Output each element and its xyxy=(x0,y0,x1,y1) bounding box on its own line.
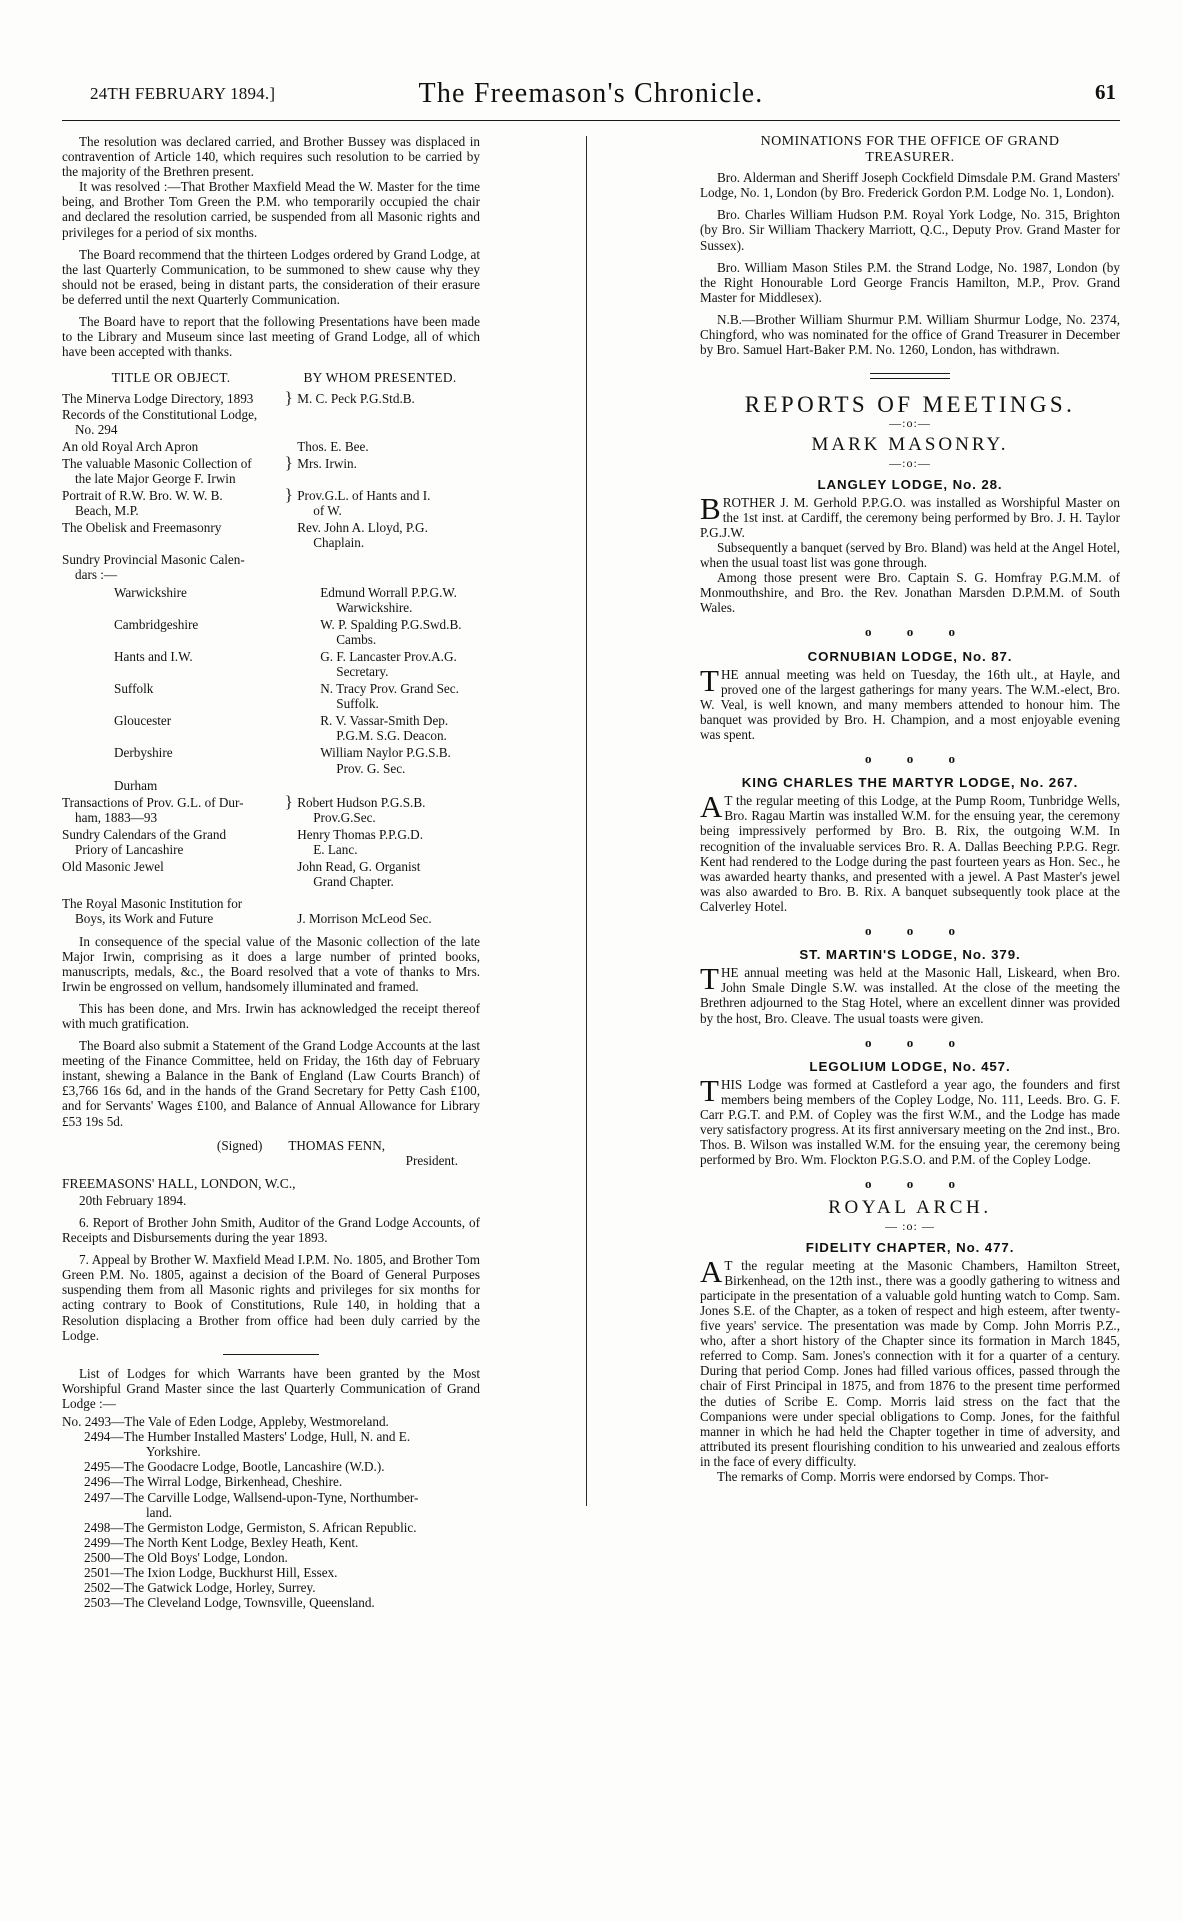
section-divider-rule xyxy=(223,1354,319,1355)
province-name: Gloucester xyxy=(114,713,172,729)
list-item: 2494—The Humber Installed Masters' Lodge, Hull, N. and E. xyxy=(84,1429,411,1445)
issue-date: 24TH FEBRUARY 1894.] xyxy=(90,84,276,103)
presentation-title: Sundry Calendars of the Grand Priory of Lancashire xyxy=(62,826,227,858)
list-item-continuation: Yorkshire. xyxy=(146,1444,201,1460)
list-item: 2498—The Germiston Lodge, Germiston, S. African Republic. xyxy=(84,1519,417,1535)
section-dots-divider: o o o xyxy=(865,923,971,939)
warrants-intro: List of Lodges for which Warrants have been granted by the Most Worshipful Grand Master since the last Quarterly Communication of Grand Lodge :— xyxy=(62,1365,480,1411)
presenter-name: W. P. Spalding P.G.Swd.B. Cambs. xyxy=(320,616,462,647)
province-name: Durham xyxy=(114,777,158,793)
province-name: Warwickshire xyxy=(114,584,187,600)
nomination-entry: Bro. William Mason Stiles P.M. the Strand Lodge, No. 1987, London (by the Right Honourable Lord George Francis Hamilton, M.P., Prov. Grand Master for Middlesex). xyxy=(700,259,1120,305)
chapter-heading: FIDELITY CHAPTER, No. 477. xyxy=(805,1239,1015,1255)
list-item: 2497—The Carville Lodge, Wallsend-upon-Tyne, Northumber- xyxy=(84,1489,419,1505)
presentation-title: The Minerva Lodge Directory, 1893 Records of the Constitutional Lodge, No. 294 xyxy=(62,391,258,437)
table-row xyxy=(62,649,480,679)
lodge-heading: ST. MARTIN'S LODGE, No. 379. xyxy=(799,947,1021,963)
report-body: BROTHER J. M. Gerhold P.P.G.O. was installed as Worshipful Master on the 1st inst. at Cardiff, the ceremony being performed by Bro. J. H. Taylor P.G.J.W. xyxy=(700,490,1120,540)
masthead-rule xyxy=(62,120,1120,121)
agenda-item: 6. Report of Brother John Smith, Auditor of the Grand Lodge Accounts, of Receipts and Disbursements during the year 1893. xyxy=(62,1215,480,1246)
signed-label: (Signed) xyxy=(216,1137,263,1153)
presenter-name: William Naylor P.G.S.B. Prov. G. Sec. xyxy=(320,745,451,776)
list-item: 2499—The North Kent Lodge, Bexley Heath, Kent. xyxy=(84,1534,359,1550)
presentation-title: The valuable Masonic Collection of the late Major George F. Irwin xyxy=(62,455,252,486)
presentation-title: An old Royal Arch Apron xyxy=(62,438,199,454)
paragraph: In consequence of the special value of the Masonic collection of the late Major Irwin, comprising as it does a large number of printed books, manuscripts, medals, &c., the Board resolved that a vote of thanks to Mrs. Irwin be engrossed on vellum, handsomely illuminated and framed. xyxy=(62,933,480,994)
brace-glyph: } xyxy=(284,791,293,811)
presenter-name: Mrs. Irwin. xyxy=(297,455,357,471)
section-dots-divider: o o o xyxy=(865,1034,971,1050)
presenter-name: N. Tracy Prov. Grand Sec. Suffolk. xyxy=(320,681,459,712)
list-item: 2500—The Old Boys' Lodge, London. xyxy=(84,1549,288,1565)
presenter-name: Prov.G.L. of Hants and I. of W. xyxy=(297,487,431,519)
presenter-name: Thos. E. Bee. xyxy=(297,438,369,454)
report-body: THE annual meeting was held at the Masonic Hall, Liskeard, when Bro. John Smale Dingle S.W. was installed. At the close of the meeting the Brethren adjourned to the Stag Hotel, where an excellent dinner was provided by the host, Bro. Cleave. The usual toasts were given. xyxy=(700,961,1120,1026)
list-item: 2501—The Ixion Lodge, Buckhurst Hill, Essex. xyxy=(84,1564,338,1580)
brace-glyph: } xyxy=(284,452,293,472)
province-name: Hants and I.W. xyxy=(114,648,193,664)
table-row xyxy=(62,439,480,454)
table-row xyxy=(62,745,480,775)
warrant-list xyxy=(62,1414,480,1610)
drop-cap: B xyxy=(700,490,721,526)
brace-glyph: } xyxy=(284,388,293,408)
presentation-title: The Obelisk and Freemasonry xyxy=(62,520,222,536)
signature-place: FREEMASONS' HALL, LONDON, W.C., xyxy=(62,1175,296,1191)
presenter-name: M. C. Peck P.G.Std.B. xyxy=(297,391,415,407)
signatory-name: THOMAS FENN, xyxy=(288,1137,386,1153)
ornament-divider: — :o: — xyxy=(885,1218,935,1233)
section-dots-divider: o o o xyxy=(865,1176,971,1192)
report-body: THE annual meeting was held on Tuesday, the 16th ult., at Hayle, and proved one of the largest gatherings for many years. The W.M.-elect, Bro. W. Veal, is well known, and many members attended to honour him. The banquet was provided by Bro. H. Champion, and a most enjoyable evening was spent. xyxy=(700,662,1120,742)
province-name: Suffolk xyxy=(114,681,154,697)
ornament-divider: —:o:— xyxy=(889,416,931,431)
paragraph: The Board have to report that the following Presentations have been made to the Library and Museum since last meeting of Grand Lodge, all of which have been accepted with thanks. xyxy=(62,314,480,360)
nomination-entry: Bro. Alderman and Sheriff Joseph Cockfield Dimsdale P.M. Grand Masters' Lodge, No. 1, London (by Bro. Frederick Gordon P.M. Lodge No. 1, London). xyxy=(700,170,1120,201)
lodge-heading: LANGLEY LODGE, No. 28. xyxy=(817,476,1003,492)
presenter-name: R. V. Vassar-Smith Dep. P.G.M. S.G. Deacon. xyxy=(320,713,449,744)
nomination-note: N.B.—Brother William Shurmur P.M. William Shurmur Lodge, No. 2374, Chingford, who was nominated for the office of Grand Treasurer in December by Bro. Samuel Hart-Baker P.M. No. 1260, London, has withdrawn. xyxy=(700,311,1120,358)
report-body: A T the regular meeting of this Lodge, at the Pump Room, Tunbridge Wells, Bro. Ragau Martin was installed W.M. for the ensuing year, the ceremony being impressively performed by Bro. B. Rix, the outgoing W.M. In recognition of the invaluable services Bro. R. A. Dallas Beeching P.P.G. Regr. Kent had rendered to the Lodge during the past fourteen years as Hon. Sec., he was awarded hearty thanks, and presented with a jewel. A Past Master's jewel was also awarded to Bro. B. Rix. A banquet subsequently took place at the Calverley Hotel. xyxy=(700,789,1120,914)
column-header-title: TITLE OR OBJECT. xyxy=(111,370,231,386)
province-name: Cambridgeshire xyxy=(114,616,199,632)
table-row xyxy=(62,585,480,615)
brace-glyph: } xyxy=(284,484,293,504)
paragraph: The Board recommend that the thirteen Lodges ordered by Grand Lodge, at the last Quarterly Communication, to be summoned to shew cause why they should not be erased, being in distant parts, the consideration of their erasure be deferred until the next Quarterly Communication. xyxy=(62,246,480,307)
page-number: 61 xyxy=(1095,80,1116,104)
presentation-title: Portrait of R.W. Bro. W. W. B. Beach, M.P. xyxy=(62,487,223,519)
lodge-heading: LEGOLIUM LODGE, No. 457. xyxy=(809,1058,1011,1074)
nominations-title-line2: TREASURER. xyxy=(865,150,955,166)
table-row xyxy=(62,791,480,825)
report-body: Among those present were Bro. Captain S. G. Homfray P.G.M.M. of Monmouthshire, and Bro. the Rev. Jonathan Marsden D.P.M.M. of South Wales. xyxy=(700,570,1120,616)
table-row xyxy=(62,520,480,550)
presentation-title: Transactions of Prov. G.L. of Dur- ham, 1883—93 xyxy=(62,794,244,825)
reports-of-meetings-heading: REPORTS OF MEETINGS. xyxy=(744,392,1076,418)
report-body: THIS Lodge was formed at Castleford a year ago, the founders and first members being members of the Copley Lodge, No. 111, Leeds. Bro. G. F. Carr P.G.T. and P.M. of Copley was the first W.M., and the Lodge has made very satisfactory progress. At its first anniversary meeting on the 2nd inst., Bro. Thos. B. Wilson was installed W.M. for the ensuing year, the ceremony being performed by Bro. Wm. Flockton P.G.S.O. and P.M. of the Copley Lodge. xyxy=(700,1072,1120,1168)
nominations-title-line1: NOMINATIONS FOR THE OFFICE OF GRAND xyxy=(760,134,1060,149)
agenda-item: 7. Appeal by Brother W. Maxfield Mead I.P.M. No. 1805, and Brother Tom Green P.M. No. 1805, against a decision of the Board of General Purposes suspending them from all Masonic rights and privileges for six months for acting contrary to Book of Constitutions, Rule 140, in holding that a Resolution displacing a Brother from office had been duly carried by the Lodge. xyxy=(62,1252,480,1343)
column-divider xyxy=(586,136,587,1506)
paragraph: The Board also submit a Statement of the Grand Lodge Accounts at the last meeting of the Finance Committee, held on Friday, the 16th day of February instant, shewing a Balance in the Bank of England (Law Courts Branch) of £3,766 16s 6d, and in the hands of the Grand Secretary for Petty Cash £100, and for Servants' Wages £100, and Balance of Annual Allowance for Library £53 19s 5d. xyxy=(62,1038,480,1129)
presenter-name: Rev. John A. Lloyd, P.G. Chaplain. xyxy=(297,520,428,551)
table-row xyxy=(62,681,480,711)
table-row xyxy=(62,452,480,486)
paragraph: It was resolved :—That Brother Maxfield Mead the W. Master for the time being, and Brother Tom Green the P.M. who temporarily occupied the chair and declared the resolution carried, be suspended from all Masonic rights and privileges for a period of six months. xyxy=(62,179,480,240)
double-rule-divider xyxy=(870,373,950,379)
list-item: 2502—The Gatwick Lodge, Horley, Surrey. xyxy=(84,1580,316,1596)
section-dots-divider: o o o xyxy=(865,624,971,640)
lodge-heading: CORNUBIAN LODGE, No. 87. xyxy=(807,648,1013,664)
table-row xyxy=(62,713,480,743)
table-row xyxy=(62,484,480,519)
presentations-table xyxy=(62,388,480,927)
drop-cap: T xyxy=(700,1072,719,1108)
drop-cap: A xyxy=(700,1253,723,1289)
nomination-entry: Bro. Charles William Hudson P.M. Royal York Lodge, No. 315, Brighton (by Bro. Sir William Thackery Marriott, Q.C., Deputy Prov. Grand Master for Sussex). xyxy=(700,207,1120,253)
presenter-name: J. Morrison McLeod Sec. xyxy=(297,911,432,927)
section-dots-divider: o o o xyxy=(865,751,971,767)
paragraph: The resolution was declared carried, and Brother Bussey was displaced in contravention of Article 140, which requires such resolution to be carried by the majority of the Brethren present. xyxy=(62,134,480,180)
paper-title: The Freemason's Chronicle. xyxy=(418,78,764,109)
right-column xyxy=(700,134,1120,1484)
report-body: The remarks of Comp. Morris were endorsed by Comps. Thor- xyxy=(717,1469,1049,1485)
signatory-role: President. xyxy=(405,1152,458,1168)
report-body: Subsequently a banquet (served by Bro. Bland) was held at the Angel Hotel, when the usual toast list was gone through. xyxy=(700,539,1120,571)
presentation-title: Sundry Provincial Masonic Calen- dars :— xyxy=(62,552,245,583)
table-row xyxy=(62,859,480,889)
column-header-presenter: BY WHOM PRESENTED. xyxy=(303,370,457,386)
report-body: A T the regular meeting at the Masonic Chambers, Hamilton Street, Birkenhead, on the 12th inst., there was a goodly gathering to witness and participate in the presentation of a valuable gold hunting watch to Comp. Sam. Jones S.E. of the Chapter, as a token of respect and high esteem, after twenty-five years' service. The presentation was made by Comp. John Morris P.Z., who, after a short history of the Chapter since its formation in March 1845, referred to Comp. Sam. Jones's connection with it for a quarter of a century. During that period Comp. Jones had filled various offices, passed through the chair of First Principal in 1875, and from 1876 to the present time performed the duties of Scribe E. Comp. Morris laid stress on the fact that the Companions were under special obligations to Comp. Jones, for the faithful manner in which he had held the Chapter together in time of adversity, and attributed its present flourishing condition to his unwearied and zealous efforts in the face of every difficulty. xyxy=(700,1253,1120,1469)
list-item-continuation: land. xyxy=(146,1504,173,1520)
royal-arch-heading: ROYAL ARCH. xyxy=(828,1197,992,1219)
table-row xyxy=(62,388,480,437)
province-name: Derbyshire xyxy=(114,745,173,761)
mark-masonry-heading: MARK MASONRY. xyxy=(811,434,1009,456)
ornament-divider: —:o:— xyxy=(889,455,931,470)
signature-date: 20th February 1894. xyxy=(79,1192,187,1208)
table-row xyxy=(62,827,480,857)
signature-line xyxy=(62,1138,480,1153)
table-row xyxy=(62,552,480,582)
list-item: No. 2493—The Vale of Eden Lodge, Appleby, Westmoreland. xyxy=(62,1414,389,1430)
presenter-name: John Read, G. Organist Grand Chapter. xyxy=(297,859,421,890)
presenter-name: G. F. Lancaster Prov.A.G. Secretary. xyxy=(320,648,457,679)
drop-cap: T xyxy=(700,961,719,997)
masthead xyxy=(62,78,1120,118)
presenter-name: Robert Hudson P.G.S.B. Prov.G.Sec. xyxy=(297,794,426,825)
presenter-name: Edmund Worrall P.P.G.W. Warwickshire. xyxy=(320,584,457,615)
presentations-table-header xyxy=(62,370,480,385)
presentation-title: The Royal Masonic Institution for Boys, its Work and Future xyxy=(62,896,243,927)
drop-cap: A xyxy=(700,789,723,825)
table-row xyxy=(62,617,480,647)
paragraph: This has been done, and Mrs. Irwin has acknowledged the receipt thereof with much gratification. xyxy=(62,1000,480,1031)
list-item: 2496—The Wirral Lodge, Birkenhead, Cheshire. xyxy=(84,1474,343,1490)
list-item: 2495—The Goodacre Lodge, Bootle, Lancashire (W.D.). xyxy=(84,1459,385,1475)
table-row xyxy=(62,896,480,926)
left-column xyxy=(62,134,480,1610)
drop-cap: T xyxy=(700,662,719,698)
presentation-title: Old Masonic Jewel xyxy=(62,859,164,875)
list-item: 2503—The Cleveland Lodge, Townsville, Queensland. xyxy=(84,1595,375,1611)
presenter-name: Henry Thomas P.P.G.D. E. Lanc. xyxy=(297,826,423,858)
table-row xyxy=(62,778,480,793)
lodge-heading: KING CHARLES THE MARTYR LODGE, No. 267. xyxy=(741,775,1079,791)
